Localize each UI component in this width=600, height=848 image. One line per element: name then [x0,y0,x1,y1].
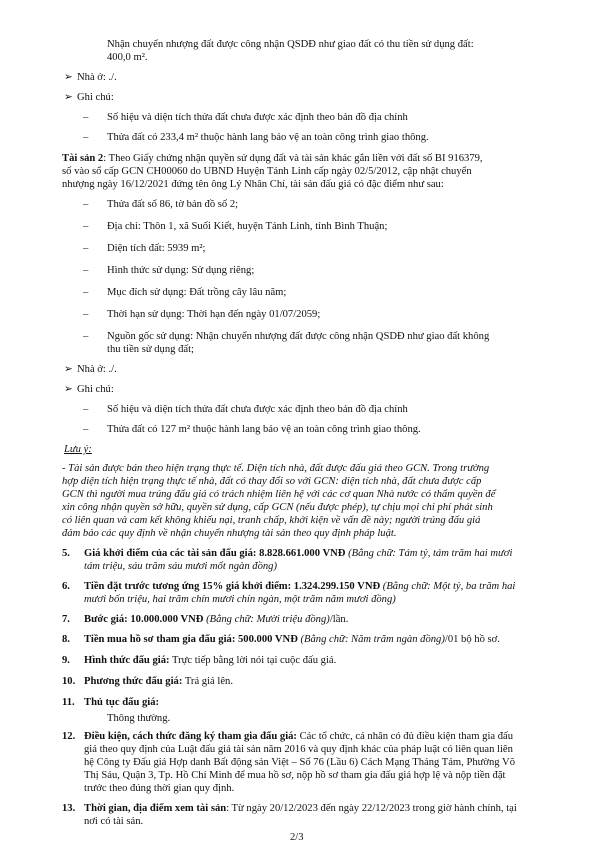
s9-label: Hình thức đấu giá: [84,655,170,666]
a2-item: Mục đích sử dụng: Đất trồng cây lâu năm; [107,287,287,298]
a2-intro-text: : Theo Giấy chứng nhận quyền sử dụng đất và tài sản khác gắn liền với đất số BI 916379, [103,153,483,164]
dash-icon: – [83,424,89,435]
luu-y-line: - Tài sản được bán theo hiện trạng thực tế. Diện tích nhà, đất được đấu giá theo GCN. Trong trường [62,463,490,474]
s13-line-1 [84,802,517,815]
a2-item: Thời hạn sử dụng: Thời hạn đến ngày 01/07/2059; [107,309,321,320]
s7-line [84,613,348,626]
a2-item: Thửa đất số 86, tờ bản đồ số 2; [107,199,239,210]
a2-note-2: Thửa đất có 127 m² thuộc hành lang bảo vệ an toàn công trình giao thông. [107,424,421,435]
s13-label: Thời gian, địa điểm xem tài sản [84,803,227,814]
s9-text: Trực tiếp bằng lời nói tại cuộc đấu giá. [169,655,337,666]
s5-line-1 [84,547,512,560]
dash-icon: – [83,287,89,298]
a2-nha-o: Nhà ở: ./. [77,364,117,375]
s9-line [84,654,336,667]
dash-icon: – [83,309,89,320]
s6-label: Tiền đặt trước tương ứng 15% giá khởi điểm: 1.324.299.150 VNĐ [84,581,381,592]
s11-label-text: Thủ tục đấu giá: [84,697,160,708]
s8-line [84,633,500,646]
s12-line-3: hệ Công ty Đấu giá Hợp danh Bất động sản Việt – Số 76 (Lầu 6) Cách Mạng Tháng Tám, Phường Võ [84,757,515,768]
s13-line-2: nơi có tài sản. [84,816,144,827]
s8-tail: /01 bộ hồ sơ. [444,634,500,645]
s11-text: Thông thường. [107,713,171,724]
dash-icon: – [83,331,89,342]
s10-text: Trả giá lên. [182,676,233,687]
section-number: 5. [62,548,70,559]
luu-y-title: Lưu ý: [64,444,92,455]
a1-note-1: Số hiệu và diện tích thửa đất chưa được xác định theo bản đồ địa chính [107,112,408,123]
luu-y-line: hợp diện tích hiện trạng thực tế nhà, đất có thay đổi so với GCN: diện tích nhà, đất chưa được cấp [62,476,482,487]
s12-line-5: trước theo đúng thời gian quy định. [84,783,235,794]
page-number: 2/3 [290,832,304,843]
arrow-icon: ➢ [64,92,73,103]
section-number: 6. [62,581,70,592]
a1-ghi-chu: Ghi chú: [77,92,114,103]
a1-nha-o: Nhà ở: ./. [77,72,117,83]
dash-icon: – [83,243,89,254]
a2-item: Hình thức sử dụng: Sử dụng riêng; [107,265,255,276]
section-number: 9. [62,655,70,666]
s12-line-2: giá theo quy định của Luật đấu giá tài sản năm 2016 và quy định khác của pháp luật có liên quan liên [84,744,513,755]
a2-intro-line-1 [62,152,483,165]
luu-y-line: xin công nhận quyền sở hữu, quyền sử dụng, cấp GCN (nếu được phép), tự chịu mọi chi phí phát sinh [62,502,493,513]
a2-item: Địa chỉ: Thôn 1, xã Suối Kiết, huyện Tánh Linh, tỉnh Bình Thuận; [107,221,388,232]
luu-y-line: đảm bảo các quy định về nhận chuyển nhượng tài sản theo quy định pháp luật. [62,528,397,539]
a1-note-2: Thửa đất có 233,4 m² thuộc hành lang bảo vệ an toàn công trình giao thông. [107,132,429,143]
section-number: 7. [62,614,70,625]
luu-y-line: GCN thì người mua trúng đấu giá có trách nhiệm liên hệ với các cơ quan Nhà nước có thẩm quyền để [62,489,496,500]
section-number: 11. [62,697,75,708]
s11-label [84,696,159,709]
luu-y-line: có liên quan và cam kết không khiếu nại, tranh chấp, khởi kiện về vấn đề này; người trúng đấu giá [62,515,481,526]
dash-icon: – [83,265,89,276]
a2-item: Diện tích đất: 5939 m²; [107,243,206,254]
s13-text: : Từ ngày 20/12/2023 đến ngày 22/12/2023 trong giờ hành chính, tại [226,803,517,814]
s12-text: Các tổ chức, cá nhân có đủ điều kiện tham gia đấu [296,731,514,742]
s10-line [84,675,233,688]
dash-icon: – [83,221,89,232]
dash-icon: – [83,112,89,123]
s5-label: Giá khởi điểm của các tài sản đấu giá: 8.828.661.000 VNĐ [84,548,346,559]
s6-words: (Bằng chữ: Một tỷ, ba trăm hai [380,581,516,592]
arrow-icon: ➢ [64,72,73,83]
s5-words: (Bằng chữ: Tám tỷ, tám trăm hai mươi [345,548,513,559]
section-number: 13. [62,803,76,814]
section-number: 8. [62,634,70,645]
s8-label: Tiền mua hồ sơ tham gia đấu giá: 500.000 VNĐ [84,634,298,645]
a2-ghi-chu: Ghi chú: [77,384,114,395]
dash-icon: – [83,199,89,210]
a2-origin-line-1: Nguồn gốc sử dụng: Nhận chuyển nhượng đất được công nhận QSDĐ như giao đất không [107,331,490,342]
section-number: 10. [62,676,76,687]
s6-line-2: mươi bốn triệu, hai trăm chín mươi chín ngàn, một trăm năm mươi đồng) [84,594,396,605]
a2-note-1: Số hiệu và diện tích thửa đất chưa được xác định theo bản đồ địa chính [107,404,408,415]
a2-origin-line-2: thu tiền sử dụng đất; [107,344,194,355]
s7-words: (Bằng chữ: Mười triệu đồng) [203,614,330,625]
a2-intro-line-2: số vào sổ cấp GCN CH00060 do UBND Huyện Tánh Linh cấp ngày 02/5/2012, cập nhật chuyển [62,166,472,177]
section-number: 12. [62,731,76,742]
top-line-2: 400,0 m². [107,52,148,63]
dash-icon: – [83,132,89,143]
s8-words: (Bằng chữ: Năm trăm ngàn đồng) [297,634,445,645]
top-line-1: Nhận chuyển nhượng đất được công nhận QSDĐ như giao đất có thu tiền sử dụng đất: [107,39,474,50]
s12-line-1 [84,730,513,743]
s12-label: Điều kiện, cách thức đăng ký tham gia đấu giá: [84,731,297,742]
s12-line-4: Thị Sáu, Quận 3, Tp. Hồ Chí Minh để mua hồ sơ, nộp hồ sơ tham gia đấu giá hợp lệ và nộp tiền đặt [84,770,506,781]
s7-label: Bước giá: 10.000.000 VNĐ [84,614,204,625]
s7-tail: /lần. [329,614,349,625]
arrow-icon: ➢ [64,384,73,395]
dash-icon: – [83,404,89,415]
s6-line-1 [84,580,515,593]
s10-label: Phương thức đấu giá: [84,676,183,687]
arrow-icon: ➢ [64,364,73,375]
a2-intro-line-3: nhượng ngày 16/12/2021 đứng tên ông Lý Nhân Chí, tài sản đấu giá có đặc điểm như sau: [62,179,444,190]
a2-title: Tài sản 2 [62,153,104,164]
s5-line-2: tám triệu, sáu trăm sáu mươi mốt ngàn đồng) [84,561,277,572]
